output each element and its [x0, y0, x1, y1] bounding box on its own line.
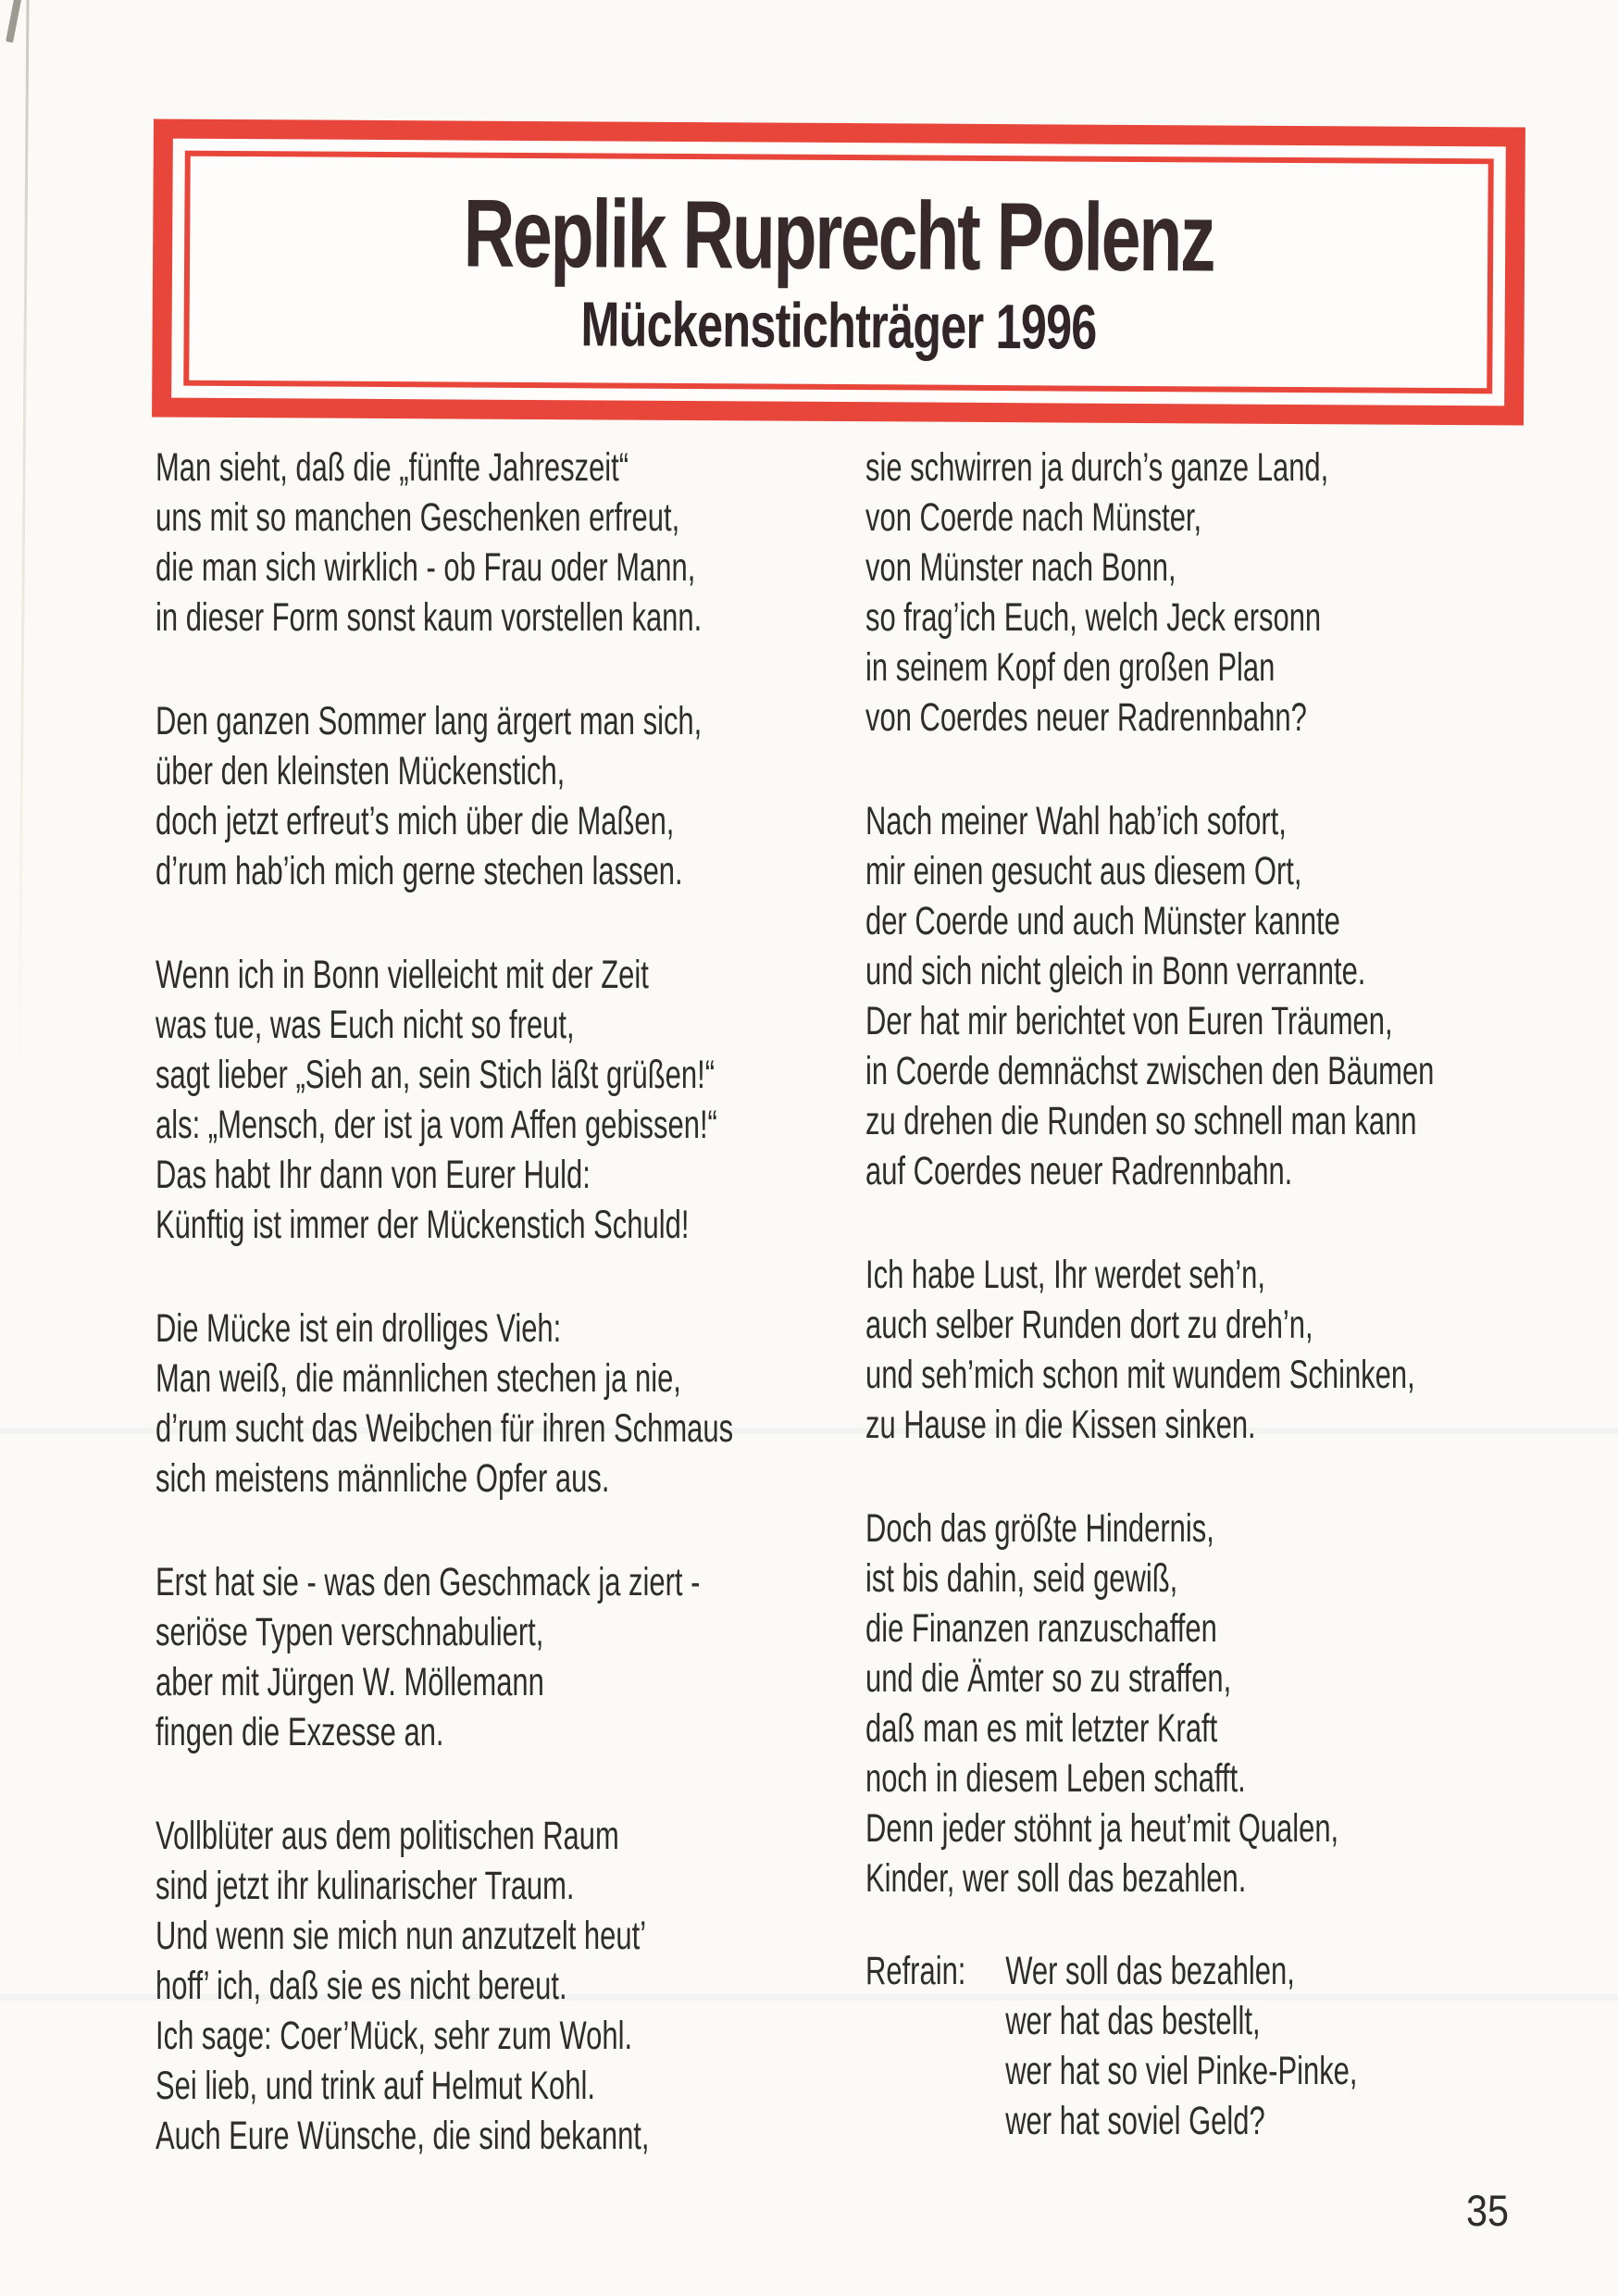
poem-line: Das habt Ihr dann von Eurer Huld: [156, 1153, 591, 1197]
poem-line: Wer soll das bezahlen, [1005, 1949, 1295, 1993]
poem-line: Ich habe Lust, Ihr werdet seh’n, [865, 1253, 1265, 1297]
poem-line: sind jetzt ihr kulinarischer Traum. [156, 1864, 575, 1908]
poem-line: doch jetzt erfreut’s mich über die Maßen, [156, 799, 675, 843]
poem-line: Wenn ich in Bonn vielleicht mit der Zeit [156, 953, 649, 997]
stanza-8 [865, 796, 1434, 1196]
poem-line: über den kleinsten Mückenstich, [156, 749, 566, 793]
poem-line: wer hat das bestellt, [1005, 1999, 1261, 2043]
page-subtitle: Mückenstichträger 1996 [579, 289, 1097, 363]
poem-line: Doch das größte Hindernis, [865, 1506, 1214, 1551]
poem-line: Man weiß, die männlichen stechen ja nie, [156, 1356, 681, 1401]
poem-line: Man sieht, daß die „fünfte Jahreszeit“ [156, 445, 629, 490]
poem-line: Erst hat sie - was den Geschmack ja ziert - [156, 1560, 701, 1604]
poem-line: von Coerdes neuer Radrennbahn? [865, 695, 1307, 740]
poem-line: in dieser Form sonst kaum vorstellen kann. [156, 595, 703, 640]
poem-line: mir einen gesucht aus diesem Ort, [865, 849, 1302, 893]
poem-line: in Coerde demnächst zwischen den Bäumen [865, 1049, 1435, 1093]
poem-line: uns mit so manchen Geschenken erfreut, [156, 495, 680, 540]
poem-line: wer hat soviel Geld? [1005, 2099, 1265, 2143]
poem-line: und sich nicht gleich in Bonn verrannte. [865, 949, 1366, 993]
poem-line: Ich sage: Coer’Mück, sehr zum Wohl. [156, 2014, 633, 2058]
poem-line: d’rum sucht das Weibchen für ihren Schmaus [156, 1406, 734, 1451]
poem-column-right [865, 443, 1434, 2146]
poem-line: der Coerde und auch Münster kannte [865, 899, 1340, 943]
poem-line: Der hat mir berichtet von Euren Träumen, [865, 999, 1393, 1043]
refrain-block [865, 1946, 1434, 2146]
stanza-10 [865, 1504, 1434, 1903]
poem-line: Denn jeder stöhnt ja heut’mit Qualen, [865, 1806, 1339, 1851]
poem-line: d’rum hab’ich mich gerne stechen lassen. [156, 849, 683, 893]
poem-line: hoff’ ich, daß sie es nicht bereut. [156, 1964, 567, 2008]
poem-line: von Coerde nach Münster, [865, 495, 1202, 540]
page-title: Replik Ruprecht Polenz [463, 180, 1214, 293]
poem-line: Vollblüter aus dem politischen Raum [156, 1814, 619, 1858]
poem-line: noch in diesem Leben schafft. [865, 1756, 1246, 1801]
poem-line: zu drehen die Runden so schnell man kann [865, 1099, 1417, 1143]
poem-line: sagt lieber „Sieh an, sein Stich läßt grüßen!“ [156, 1053, 716, 1097]
poem-line: und die Ämter so zu straffen, [865, 1656, 1232, 1701]
stanza-2 [156, 696, 733, 896]
poem-line: auf Coerdes neuer Radrennbahn. [865, 1149, 1293, 1193]
poem-line: fingen die Exzesse an. [156, 1710, 444, 1754]
poem-line: was tue, was Euch nicht so freut, [156, 1003, 575, 1047]
poem-line: zu Hause in die Kissen sinken. [865, 1403, 1256, 1447]
poem-line: Die Mücke ist ein drolliges Vieh: [156, 1306, 562, 1351]
poem-line: Und wenn sie mich nun anzutzelt heut’ [156, 1914, 647, 1958]
poem-line: Den ganzen Sommer lang ärgert man sich, [156, 699, 703, 743]
poem-line: von Münster nach Bonn, [865, 545, 1176, 590]
poem-line: ist bis dahin, seid gewiß, [865, 1556, 1178, 1601]
poem-line: die Finanzen ranzuschaffen [865, 1606, 1217, 1651]
poem-line: Nach meiner Wahl hab’ich sofort, [865, 799, 1287, 843]
stanza-5 [156, 1557, 733, 1757]
stanza-9 [865, 1250, 1434, 1450]
poem-line: Künftig ist immer der Mückenstich Schuld! [156, 1203, 690, 1247]
poem-line: sie schwirren ja durch’s ganze Land, [865, 445, 1329, 490]
stanza-7 [865, 443, 1434, 742]
page-number: 35 [1466, 2186, 1510, 2235]
stanza-4 [156, 1304, 733, 1504]
poem-line: Sei lieb, und trink auf Helmut Kohl. [156, 2064, 595, 2108]
poem-line: die man sich wirklich - ob Frau oder Mann, [156, 545, 696, 590]
poem-line: wer hat so viel Pinke-Pinke, [1005, 2049, 1358, 2093]
poem-line: Kinder, wer soll das bezahlen. [865, 1856, 1247, 1901]
refrain-lines [1005, 1946, 1357, 2146]
poem-line: aber mit Jürgen W. Möllemann [156, 1660, 544, 1704]
paper-corner-mark [6, 0, 22, 43]
stanza-1 [156, 443, 733, 643]
poem-line: sich meistens männliche Opfer aus. [156, 1456, 610, 1501]
poem-line: Auch Eure Wünsche, die sind bekannt, [156, 2114, 650, 2158]
poem-line: in seinem Kopf den großen Plan [865, 645, 1276, 690]
poem-line: als: „Mensch, der ist ja vom Affen gebissen!“ [156, 1103, 717, 1147]
poem-line: auch selber Runden dort zu dreh’n, [865, 1303, 1313, 1347]
title-box [152, 119, 1525, 425]
stanza-3 [156, 950, 733, 1250]
refrain-label: Refrain: [865, 1949, 966, 1993]
paper-crease [18, 0, 29, 1081]
poem-line: daß man es mit letzter Kraft [865, 1706, 1218, 1751]
poem-line: so frag’ich Euch, welch Jeck ersonn [865, 595, 1322, 640]
poem-line: seriöse Typen verschnabuliert, [156, 1610, 544, 1654]
poem-column-left [156, 443, 733, 2161]
stanza-6 [156, 1811, 733, 2161]
poem-line: und seh’mich schon mit wundem Schinken, [865, 1353, 1415, 1397]
